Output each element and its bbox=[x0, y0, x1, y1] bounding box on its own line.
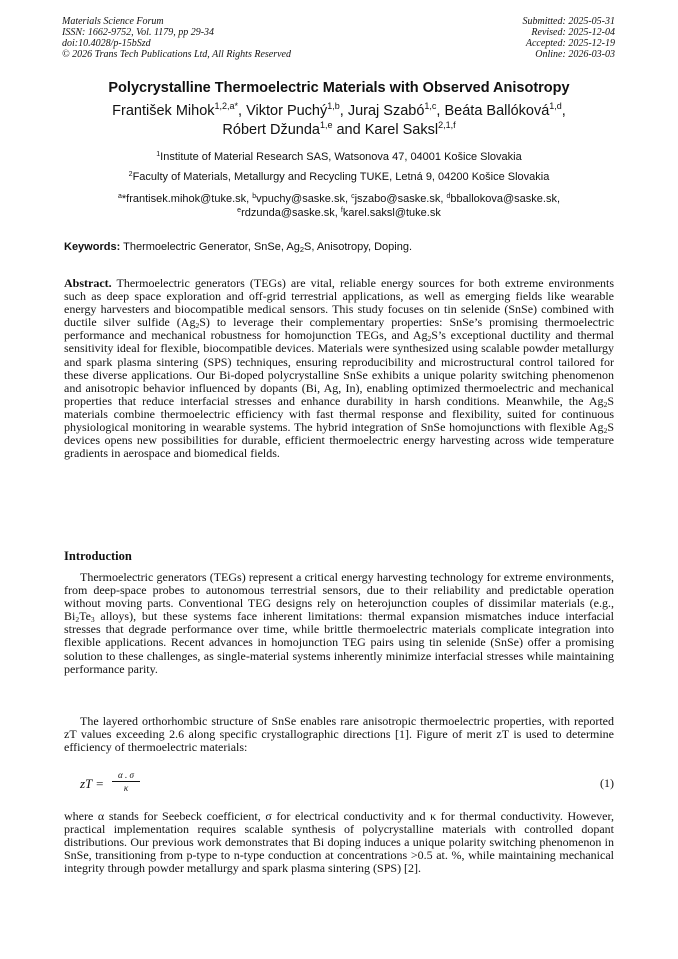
abstract-label: Abstract. bbox=[64, 276, 112, 290]
email-sup: e bbox=[237, 207, 242, 214]
email-list: $^a$*frantisek.mihok@tuke.sk, $^b$vpuchy@saske.sk, $^c$jszabo@saske.sk, $^d$bballokova@saske.sk, $^e$rdzunda@saske.sk, $^f$karel.saksl@tuke.sk bbox=[117, 193, 561, 219]
email-sup: b bbox=[252, 193, 257, 200]
affiliation-text: Institute of Material Research SAS, Watsonova 47, 04001 Košice Slovakia bbox=[160, 151, 522, 163]
subscript: 2 bbox=[603, 426, 608, 436]
affiliation-2 bbox=[0, 171, 678, 184]
author-name: Róbert Džunda bbox=[222, 122, 320, 138]
author-affiliation-sup: 1,2,a* bbox=[214, 101, 239, 111]
email-sup: f bbox=[340, 207, 343, 214]
intro-paragraph-3: where α stands for Seebeck coefficient, σ for electrical conductivity and κ for thermal conductivity. However, practical implementation requires scalable synthesis of polycrystalline materials with controlled dopant distributions. Our previous work demonstrates that Bi doping induces a unique polarity switching phenomenon in SnSe, transitioning from p-type to n-type conduction at concentrations >0.5 at. %, while maintaining mechanical integrity through powder metallurgy and spark plasma sintering (SPS) [2]. bbox=[64, 809, 614, 876]
author-name: Viktor Puchý bbox=[246, 103, 328, 119]
equation-1 bbox=[64, 769, 614, 799]
paragraph-text: alloys), but these systems face inherent limitations: thermal expansion mismatches induce interfacial stresses that degrade performance over time, while brittle thermoelectric materials complicate integration into flexible applications. Recent advances in homojunction TEG pairs using tin selenide (SnSe) offer a promising solution to these challenges, as single-material systems inherently minimize interfacial stresses while maintaining performance parity. bbox=[64, 609, 614, 676]
equation-denominator: κ bbox=[123, 783, 129, 793]
author-name: Karel Saksl bbox=[364, 122, 439, 138]
section-heading-introduction: Introduction bbox=[64, 549, 132, 563]
abstract-text: S devices opens new possibilities for durable, efficient thermoelectric energy harvesting across wide temperature gradients in aerospace and biomedical fields. bbox=[64, 420, 614, 461]
email-sup: d bbox=[446, 193, 451, 200]
email-link[interactable]: vpuchy@saske.sk bbox=[256, 193, 345, 205]
equation-lhs: zT = bbox=[80, 776, 105, 791]
journal-issn: ISSN: 1662-9752, Vol. 1179, pp 29-34 bbox=[62, 27, 215, 38]
author-name: Beáta Ballóková bbox=[444, 103, 550, 119]
date-accepted: Accepted: 2025-12-19 bbox=[525, 38, 615, 49]
keywords-label: Keywords: bbox=[64, 241, 121, 253]
author-name: František Mihok bbox=[112, 103, 215, 119]
keywords bbox=[64, 241, 614, 253]
abstract-text: S materials combine thermoelectric efficiency with fast thermal response and flexibility, suited for continuous physiological monitoring in wearable systems. The hybrid integration of SnSe homojunctions with flexible Ag bbox=[64, 393, 614, 435]
abstract-text: Thermoelectric generators (TEGs) are vital, reliable energy sources for both extreme environments such as deep space exploration and off-grid terrestrial applications, as well as emerging fields like wearable energy harvesters and biocompatible medical sensors. This study focuses on tin selenide (SnSe) combined with ductile silver sulfide (Ag bbox=[64, 276, 614, 330]
equation-fraction bbox=[112, 770, 140, 793]
subscript: 2 bbox=[75, 615, 80, 625]
paragraph-text: Te bbox=[79, 609, 91, 624]
abstract-text: S) to leverage their complementary properties: SnSe’s promising thermoelectric performance and mechanical robustness for homojunction TEGs, and Ag bbox=[64, 315, 614, 343]
subscript: 2 bbox=[603, 399, 608, 409]
journal-doi[interactable]: doi:10.4028/p-15bSzd bbox=[62, 38, 151, 49]
abstract-text: S’s exceptional ductility and thermal sensitivity ideal for flexible, biocompatible devices. Materials were synthesized using scalable powder metallurgy and spark plasma sintering (SPS) techniques, ensuring reproducibility and microstructural control tailored for these diverse applications. Our Bi-doped polycrystalline SnSe exhibits a unique polarity switching phenomenon and anisotropic behavior influenced by dopants (Bi, Ag, In), enabling optimized thermoelectric and mechanical properties that reduce interfacial stresses and enhance durability in harsh conditions. Meanwhile, the Ag bbox=[64, 328, 614, 408]
equation-number: (1) bbox=[600, 776, 614, 790]
author-list: František Mihok$^{1,2,a*}$, Viktor Puchý$^{1,b}$, Juraj Szabó$^{1,c}$, Beáta Ballóková$^{1,d}$, Róbert Džunda$^{1,e}$ and Karel Saksl$^{2,1,f}$ bbox=[112, 101, 566, 138]
intro-paragraph-1 bbox=[64, 571, 614, 676]
email-link[interactable]: karel.saksl@tuke.sk bbox=[342, 207, 441, 219]
subscript: 2 bbox=[299, 245, 304, 254]
date-online: Online: 2026-03-03 bbox=[535, 49, 615, 60]
subscript: 2 bbox=[195, 321, 200, 331]
journal-copyright: © 2026 Trans Tech Publications Ltd, All Rights Reserved bbox=[62, 49, 291, 60]
date-submitted: Submitted: 2025-05-31 bbox=[522, 16, 615, 27]
keywords-text: Thermoelectric Generator, SnSe, Ag bbox=[123, 241, 300, 253]
author-affiliation-sup: 2,1,f bbox=[438, 120, 456, 130]
journal-name: Materials Science Forum bbox=[62, 16, 164, 27]
email-link[interactable]: rdzunda@saske.sk bbox=[241, 207, 335, 219]
email-link[interactable]: *frantisek.mihok@tuke.sk bbox=[121, 193, 247, 205]
subscript: 2 bbox=[427, 334, 432, 344]
affiliation-text: Faculty of Materials, Metallurgy and Recycling TUKE, Letná 9, 04200 Košice Slovakia bbox=[132, 171, 550, 183]
affiliation-1 bbox=[0, 151, 678, 164]
intro-paragraph-2: The layered orthorhombic structure of SnSe enables rare anisotropic thermoelectric properties, with reported zT values exceeding 2.6 along specific crystallographic directions [1]. Figure of merit zT is used to determine efficiency of thermoelectric materials: bbox=[64, 714, 614, 755]
email-link[interactable]: jszabo@saske.sk bbox=[354, 193, 441, 205]
affiliation-sup: 1 bbox=[156, 151, 161, 158]
email-sup: c bbox=[351, 193, 355, 200]
date-revised: Revised: 2025-12-04 bbox=[531, 27, 615, 38]
journal-header-right bbox=[523, 16, 616, 60]
author-name: Juraj Szabó bbox=[347, 103, 425, 119]
affiliation-sup: 2 bbox=[128, 171, 133, 178]
author-affiliation-sup: 1,d bbox=[549, 101, 562, 111]
subscript: 3 bbox=[90, 615, 95, 625]
email-link[interactable]: bballokova@saske.sk bbox=[450, 193, 557, 205]
author-affiliation-sup: 1,c bbox=[424, 101, 437, 111]
abstract bbox=[64, 277, 614, 460]
journal-header-left bbox=[62, 16, 291, 60]
author-affiliation-sup: 1,e bbox=[319, 120, 333, 130]
equation-numerator: α . σ bbox=[112, 770, 140, 782]
paper-title: Polycrystalline Thermoelectric Materials with Observed Anisotropy bbox=[108, 80, 570, 96]
keywords-text: S, Anisotropy, Doping. bbox=[303, 241, 413, 253]
paragraph-text: Thermoelectric generators (TEGs) represent a critical energy harvesting technology for extreme environments, from deep-space probes to autonomous terrestrial sensors, due to their reliability and predictable operation without moving parts. Conventional TEG designs rely on heterojunction couples of dissimilar materials (e.g., Bi bbox=[64, 570, 614, 624]
author-affiliation-sup: 1,b bbox=[327, 101, 340, 111]
email-sup: a bbox=[117, 193, 122, 200]
